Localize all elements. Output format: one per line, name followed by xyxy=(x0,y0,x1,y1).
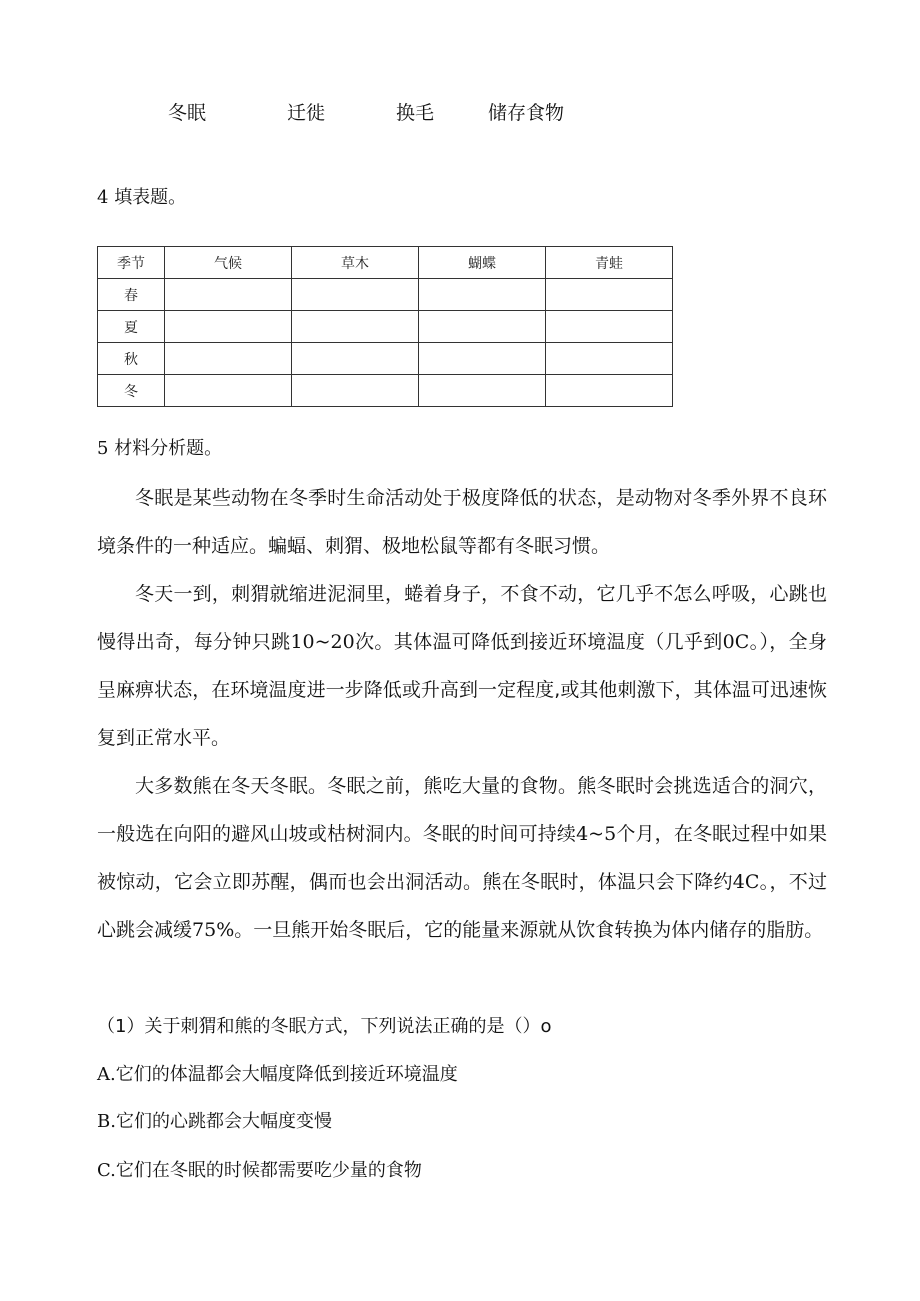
question-number: （1） xyxy=(97,1016,145,1037)
header-plants: 草木 xyxy=(292,247,419,279)
paragraph-bear xyxy=(97,762,827,954)
bear-text-2: 个月，在冬眠过程中如果被惊动，它会立即苏醒，偶而也会出洞活动。熊在冬眠时，体温只会下降约 xyxy=(97,823,827,893)
hedgehog-text-3: ），全身呈麻痹状态，在环境温度进一步降低或升高到一定程度,或其他刺激下，其体温可迅速恢复到正常水平。 xyxy=(97,631,827,749)
table-header-row xyxy=(98,247,673,279)
blank-cell[interactable] xyxy=(546,375,673,407)
blank-cell[interactable] xyxy=(419,343,546,375)
paragraph-hibernation-definition: 冬眠是某些动物在冬季时生命活动处于极度降低的状态，是动物对冬季外界不良环境条件的一种适应。蝙蝠、刺猬、极地松鼠等都有冬眠习惯。 xyxy=(97,487,827,557)
table-row xyxy=(98,311,673,343)
blank-cell[interactable] xyxy=(292,343,419,375)
option-hibernation: 冬眠 xyxy=(168,102,207,124)
blank-cell[interactable] xyxy=(165,375,292,407)
hedgehog-text-1: 冬天一到，刺猬就缩进泥洞里，蜷着身子，不食不动，它几乎不怎么呼吸，心跳也慢得出奇，每分钟只跳 xyxy=(97,583,827,653)
paragraph-hedgehog xyxy=(97,570,827,762)
header-climate: 气候 xyxy=(165,247,292,279)
row-label-summer: 夏 xyxy=(98,311,165,343)
header-season: 季节 xyxy=(98,247,165,279)
choice-a-text: 它们的体温都会大幅度降低到接近环境温度 xyxy=(115,1064,458,1085)
blank-cell[interactable] xyxy=(292,279,419,311)
heart-rate-range: 10~20 xyxy=(290,631,355,653)
blank-cell[interactable] xyxy=(546,311,673,343)
hedgehog-temperature: 0C。 xyxy=(722,631,760,653)
hibernation-months: 4~5 xyxy=(576,823,617,845)
choice-a[interactable] xyxy=(97,1062,458,1088)
section-4-heading xyxy=(97,185,186,211)
blank-cell[interactable] xyxy=(419,311,546,343)
bear-temperature-drop: 4C。 xyxy=(732,871,770,893)
blank-cell[interactable] xyxy=(165,311,292,343)
section-4-number: 4 xyxy=(97,187,109,208)
blank-cell[interactable] xyxy=(165,343,292,375)
row-label-autumn: 秋 xyxy=(98,343,165,375)
blank-cell[interactable] xyxy=(546,343,673,375)
blank-cell[interactable] xyxy=(546,279,673,311)
table-row xyxy=(98,343,673,375)
header-butterfly: 蝴蝶 xyxy=(419,247,546,279)
section-5-number: 5 xyxy=(97,438,109,459)
question-1-stem xyxy=(97,1014,551,1040)
row-label-winter: 冬 xyxy=(98,375,165,407)
row-label-spring: 春 xyxy=(98,279,165,311)
blank-cell[interactable] xyxy=(292,375,419,407)
blank-cell[interactable] xyxy=(292,311,419,343)
choice-b-text: 它们的心跳都会大幅度变慢 xyxy=(115,1111,332,1132)
header-frog: 青蛙 xyxy=(546,247,673,279)
bear-text-4: 一旦熊开始冬眠后，它的能量来源就从饮食转换为体内储存的脂肪。 xyxy=(253,919,824,941)
blank-cell[interactable] xyxy=(419,279,546,311)
hedgehog-text-2: 次。其体温可降低到接近环境温度（几乎到 xyxy=(354,631,723,653)
blank-cell[interactable] xyxy=(165,279,292,311)
choice-c[interactable] xyxy=(97,1158,422,1184)
choice-c-text: 它们在冬眠的时候都需要吃少量的食物 xyxy=(115,1160,422,1181)
option-words-row xyxy=(0,100,920,126)
section-5-title: 材料分析题。 xyxy=(114,438,223,459)
choice-a-label: A. xyxy=(97,1064,116,1085)
blank-cell[interactable] xyxy=(419,375,546,407)
choice-c-label: C. xyxy=(97,1160,116,1181)
table-row xyxy=(98,279,673,311)
section-4-title: 填表题。 xyxy=(114,187,187,208)
bear-text-1: 大多数熊在冬天冬眠。冬眠之前，熊吃大量的食物。熊冬眠时会挑选适合的洞穴，一般选在向阳的避风山坡或枯树洞内。冬眠的时间可持续 xyxy=(97,775,827,845)
option-food-storage: 储存食物 xyxy=(488,102,565,124)
season-table xyxy=(97,246,673,407)
option-molting: 换毛 xyxy=(396,102,435,124)
choice-b-label: B. xyxy=(97,1111,116,1132)
choice-b[interactable] xyxy=(97,1109,332,1135)
table-row xyxy=(98,375,673,407)
question-text: 关于刺猬和熊的冬眠方式，下列说法正确的是（）o xyxy=(144,1016,552,1037)
heart-rate-reduction: 75%。 xyxy=(192,919,254,941)
bear-text-3: ，不过心跳会减缓 xyxy=(97,871,827,941)
option-migration: 迁徙 xyxy=(287,102,326,124)
section-5-heading xyxy=(97,436,222,462)
